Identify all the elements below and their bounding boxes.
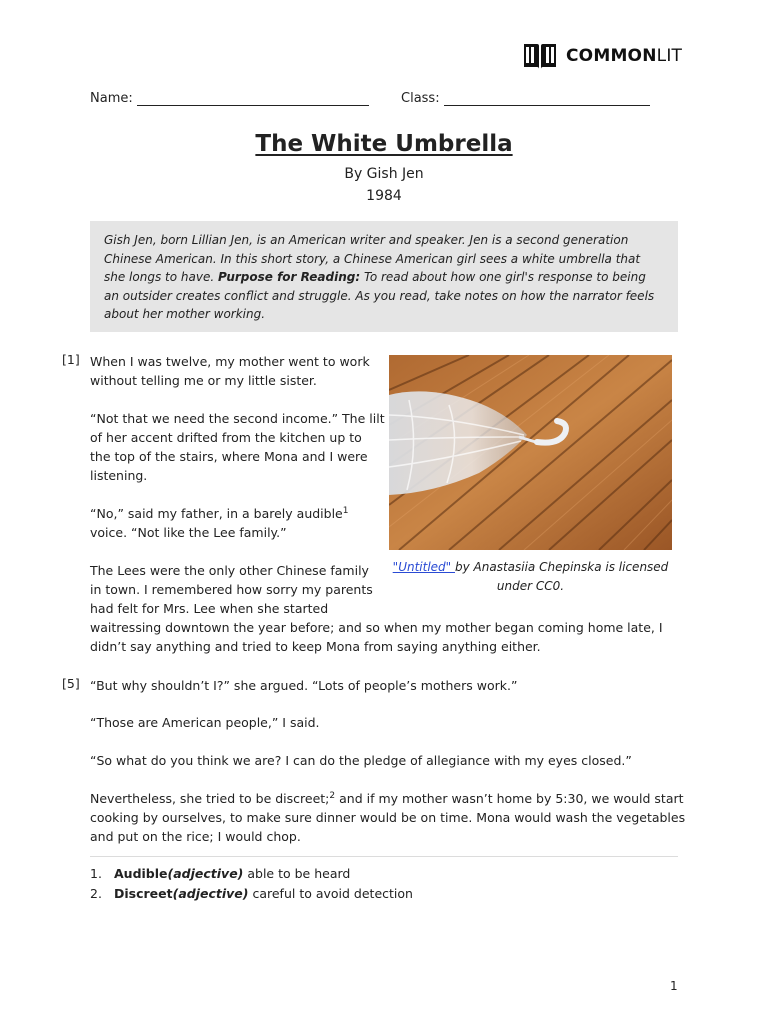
intro-text-2: To read about how one girl's response to being an outsider creates conflict and struggle. As you read, take notes on how the narrator feels about her mother working. bbox=[104, 270, 655, 322]
paragraph-number-5: [5] bbox=[62, 676, 80, 691]
paragraph-4: The Lees were the only other Chinese family in town. I remembered how sorry my parents had felt for Mrs. Lee when she started waitressing downtown the year before; and so when my mother began coming home late, I didn’t say anything and tried to keep Mona from saying anything either. bbox=[90, 563, 663, 654]
purpose-label: Purpose for Reading: bbox=[217, 270, 361, 285]
umbrella-photo-graphic bbox=[389, 355, 672, 550]
footnote-ref-1[interactable]: 1 bbox=[342, 505, 349, 516]
paragraph-7: “So what do you think we are? I can do the pledge of allegiance with my eyes closed.” bbox=[90, 753, 632, 768]
image-credit-link[interactable]: "Untitled" bbox=[392, 560, 455, 574]
paragraph-5: “But why shouldn’t I?” she argued. “Lots of people’s mothers work.” bbox=[90, 678, 518, 693]
book-icon bbox=[522, 42, 558, 70]
umbrella-photo bbox=[389, 355, 672, 550]
commonlit-logo bbox=[522, 42, 682, 70]
intro-text-1: Gish Jen, born Lillian Jen, is an American writer and speaker. Jen is a second generation Chinese American. In this short story, a Chinese American girl sees a white umbrella that she longs to have. bbox=[104, 233, 641, 285]
name-field[interactable] bbox=[90, 91, 369, 106]
brand-wordmark: COMMONLIT bbox=[566, 46, 683, 66]
paragraph-8: Nevertheless, she tried to be discreet;$^2$ and if my mother wasn’t home by 5:30, we would start cooking by ourselves, to make sure dinner would be on time. Mona would wash the vegetables and put on the rice; I would chop. bbox=[90, 790, 686, 844]
page-number: 1 bbox=[670, 979, 678, 993]
class-field[interactable] bbox=[401, 91, 650, 106]
paragraph-3: “No,” said my father, in a barely audible$^1$ voice. “Not like the Lee family.” bbox=[90, 505, 349, 540]
class-label: Class: bbox=[401, 91, 440, 106]
class-line[interactable] bbox=[444, 91, 650, 106]
page-title: The White Umbrella bbox=[255, 131, 513, 157]
footnote-1: 1. Audible (adjective) able to be heard bbox=[90, 866, 351, 881]
paragraph-2: “Not that we need the second income.” The lilt of her accent drifted from the kitchen up to the top of the stairs, where Mona and I were listening. bbox=[90, 411, 385, 483]
paragraph-1: When I was twelve, my mother went to work without telling me or my little sister. bbox=[90, 354, 370, 388]
footnote-ref-2[interactable]: 2 bbox=[329, 790, 336, 801]
paragraph-6: “Those are American people,” I said. bbox=[90, 715, 320, 730]
image-caption: "Untitled" by Anastasiia Chepinska is licensed under CC0. bbox=[392, 560, 669, 593]
name-label: Name: bbox=[90, 91, 133, 106]
intro-box bbox=[90, 221, 678, 332]
author-byline: By Gish Jen bbox=[344, 166, 424, 182]
paragraph-number-1: [1] bbox=[62, 352, 80, 367]
footnote-divider bbox=[90, 856, 678, 857]
publication-year: 1984 bbox=[366, 188, 402, 204]
footnote-2: 2. Discreet (adjective) careful to avoid detection bbox=[90, 886, 413, 901]
name-line[interactable] bbox=[137, 91, 369, 106]
